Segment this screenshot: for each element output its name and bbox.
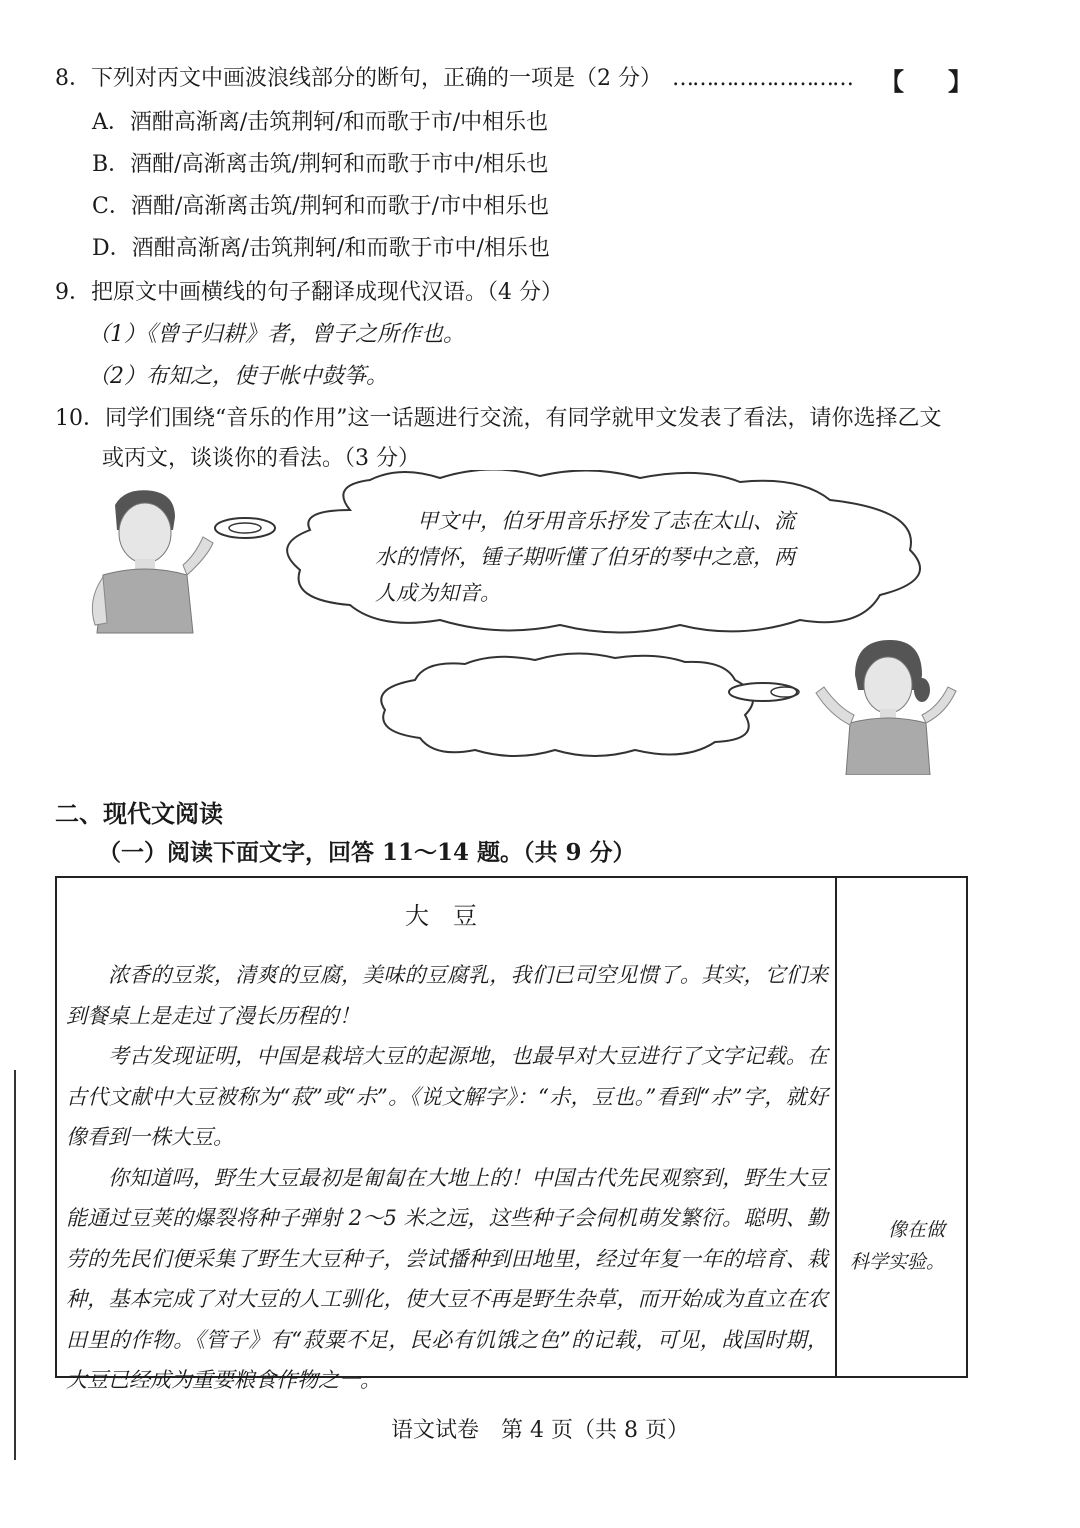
boy-speech-text: 甲文中，伯牙用音乐抒发了志在太山、流水的情怀，锺子期听懂了伯牙的琴中之意，两人成为知音。 (375, 509, 795, 605)
answer-bracket-close: 】 (948, 67, 972, 96)
passage-paragraph: 考古发现证明，中国是栽培大豆的起源地，也最早对大豆进行了文字记载。在古代文献中大豆被称为“菽”或“尗”。《说文解字》：“尗，豆也。”看到“尗”字，就好像看到一株大豆。 (66, 1044, 828, 1149)
q8-stem: 8．下列对丙文中画波浪线部分的断句，正确的一项是（2 分） (55, 66, 662, 91)
passage-paragraph: 浓香的豆浆，清爽的豆腐，美味的豆腐乳，我们已司空见惯了。其实，它们来到餐桌上是走过了漫长历程的！ (66, 963, 828, 1028)
passage-title: 大 豆 (405, 902, 477, 930)
section-subtitle: （一）阅读下面文字，回答 11～14 题。（共 9 分） (98, 839, 636, 866)
margin-line (14, 1070, 16, 1460)
section-title: 二、现代文阅读 (55, 799, 223, 828)
q8-option-a: A．酒酣高渐离/击筑荆轲/和而歌于市/中相乐也 (92, 110, 549, 135)
girl-speech-bubble (365, 650, 815, 765)
annotation-column-divider (835, 876, 837, 1378)
passage-paragraph: 你知道吗，野生大豆最初是匍匐在大地上的！中国古代先民观察到，野生大豆能通过豆荚的爆裂将种子弹射 2～5 米之远，这些种子会伺机萌发繁衍。聪明、勤劳的先民们便采集了野生大豆种子，尝试播种到田地里，经过年复一年的培育、栽种，基本完成了对大豆的人工驯化，使大豆不再是野生杂草，而开始成为直立在农田里的作物。《管子》有“菽粟不足，民必有饥饿之色”的记载，可见，战国时期，大豆已经成为重要粮食作物之一。 (66, 1165, 828, 1392)
q8-option-d: D．酒酣高渐离/击筑荆轲/和而歌于市中/相乐也 (92, 236, 550, 261)
q9-item-2: （2）布知之，使于帐中鼓筝。 (88, 364, 388, 389)
page-footer: 语文试卷 第 4 页（共 8 页） (391, 1418, 689, 1443)
girl-illustration (810, 635, 960, 775)
margin-annotation: 像在做科学实验。 (850, 1219, 946, 1273)
q8-dots: ……………………… (672, 66, 852, 91)
q8-option-b: B．酒酣/高渐离击筑/荆轲和而歌于市中/相乐也 (92, 152, 549, 177)
q10-stem-line2: 或丙文，谈谈你的看法。（3 分） (102, 446, 420, 471)
q9-stem: 9．把原文中画横线的句子翻译成现代汉语。（4 分） (55, 280, 563, 305)
q9-item-1: （1）《曾子归耕》者，曾子之所作也。 (88, 322, 465, 347)
answer-bracket-open: 【 (880, 67, 904, 96)
q10-stem-line1: 10．同学们围绕“音乐的作用”这一话题进行交流，有同学就甲文发表了看法，请你选择乙文 (55, 406, 942, 431)
passage-body (66, 955, 828, 1401)
q8-option-c: C．酒酣/高渐离击筑/荆轲和而歌于/市中相乐也 (92, 194, 550, 219)
